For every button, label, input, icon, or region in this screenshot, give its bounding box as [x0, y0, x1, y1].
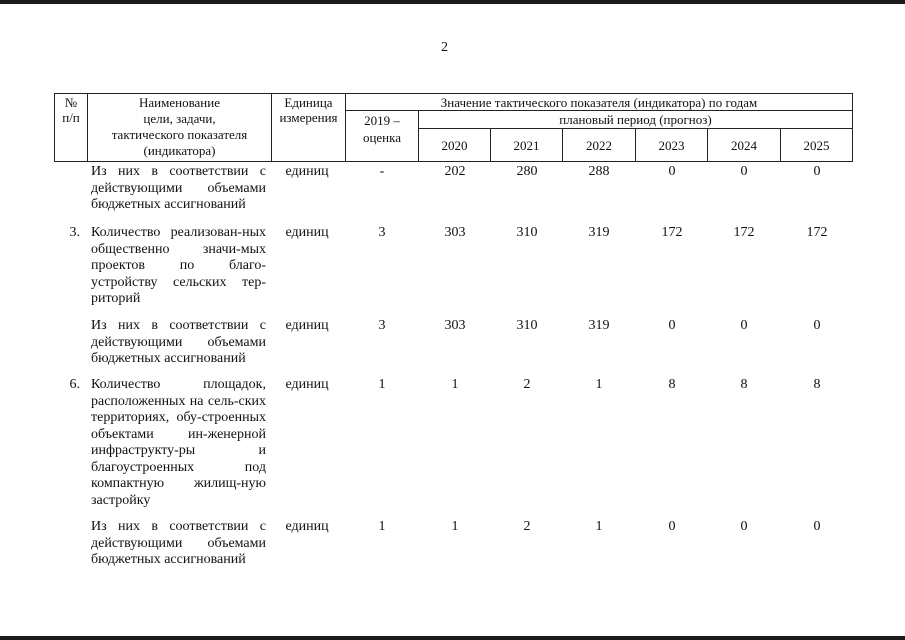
row-unit: единиц: [285, 519, 329, 534]
scan-bottom-edge: [0, 636, 905, 640]
row-value: 2: [523, 519, 531, 534]
row-number: 6.: [69, 377, 80, 392]
header-values-title: Значение тактического показателя (индикатора) по годам: [440, 95, 758, 110]
page-number: 2: [441, 40, 448, 55]
header-name: Наименование цели, задачи, тактического показателя (индикатора): [111, 95, 248, 158]
row-value: 280: [516, 164, 538, 179]
row-value: 8: [668, 377, 676, 392]
row-value: 288: [588, 164, 610, 179]
row-value: 1: [595, 519, 603, 534]
row-value: 2: [523, 377, 531, 392]
row-value: 1: [378, 377, 386, 392]
row-name: Из них в соответствии с действующими объемами бюджетных ассигнований: [91, 519, 266, 567]
header-estimate: 2019 – оценка: [362, 113, 402, 145]
header-year: 2022: [586, 138, 612, 153]
row-name: Из них в соответствии с действующими объемами бюджетных ассигнований: [91, 164, 266, 212]
row-value: 1: [451, 519, 459, 534]
header-bottom-border: [54, 161, 853, 162]
header-top-border: [54, 93, 853, 94]
header-num: № п/п: [62, 95, 80, 125]
row-value: 3: [378, 318, 386, 333]
header-unit: Единица измерения: [279, 95, 338, 125]
row-value: 310: [516, 318, 538, 333]
header-year: 2024: [731, 138, 757, 153]
row-value: 8: [740, 377, 748, 392]
row-value: 172: [733, 225, 755, 240]
row-value: 1: [451, 377, 459, 392]
row-value: 172: [806, 225, 828, 240]
row-value: 0: [813, 164, 821, 179]
row-value: 319: [588, 318, 610, 333]
header-year: 2020: [441, 138, 468, 153]
row-value: 0: [668, 318, 676, 333]
header-year: 2025: [803, 138, 830, 153]
row-value: 303: [444, 318, 466, 333]
row-value: 310: [516, 225, 538, 240]
row-value: 1: [378, 519, 386, 534]
row-value: 0: [668, 164, 676, 179]
row-value: 202: [444, 164, 466, 179]
row-value: 0: [813, 519, 821, 534]
header-vline: [852, 93, 853, 162]
row-unit: единиц: [285, 377, 329, 392]
row-unit: единиц: [285, 164, 329, 179]
header-planned: плановый период (прогноз): [559, 112, 712, 127]
row-value: 0: [740, 519, 748, 534]
row-name: Количество площадок, расположенных на сель-ских территориях, обу-строенных объектами ин-женерной инфраструкту-ры и благоустроенных под компактную жилищ-ную застройку: [91, 377, 266, 508]
header-year: 2021: [513, 138, 540, 153]
row-value: 3: [378, 225, 386, 240]
row-number: 3.: [69, 225, 80, 240]
row-name: Количество реализован-ных общественно значи-мых проектов по благо-устройству сельских тер-риторий: [91, 225, 266, 306]
row-unit: единиц: [285, 225, 329, 240]
row-value: 0: [740, 318, 748, 333]
row-value: 1: [595, 377, 603, 392]
row-value: 0: [668, 519, 676, 534]
row-value: 319: [588, 225, 610, 240]
row-value: 0: [813, 318, 821, 333]
row-unit: единиц: [285, 318, 329, 333]
row-value: 303: [444, 225, 466, 240]
row-value: 0: [740, 164, 748, 179]
row-value: 8: [813, 377, 821, 392]
header-year: 2023: [658, 138, 685, 153]
row-value: 172: [661, 225, 683, 240]
row-value: -: [379, 164, 385, 179]
row-name: Из них в соответствии с действующими объемами бюджетных ассигнований: [91, 318, 266, 366]
scan-top-edge: [0, 0, 905, 4]
header-line-2: [345, 110, 853, 111]
